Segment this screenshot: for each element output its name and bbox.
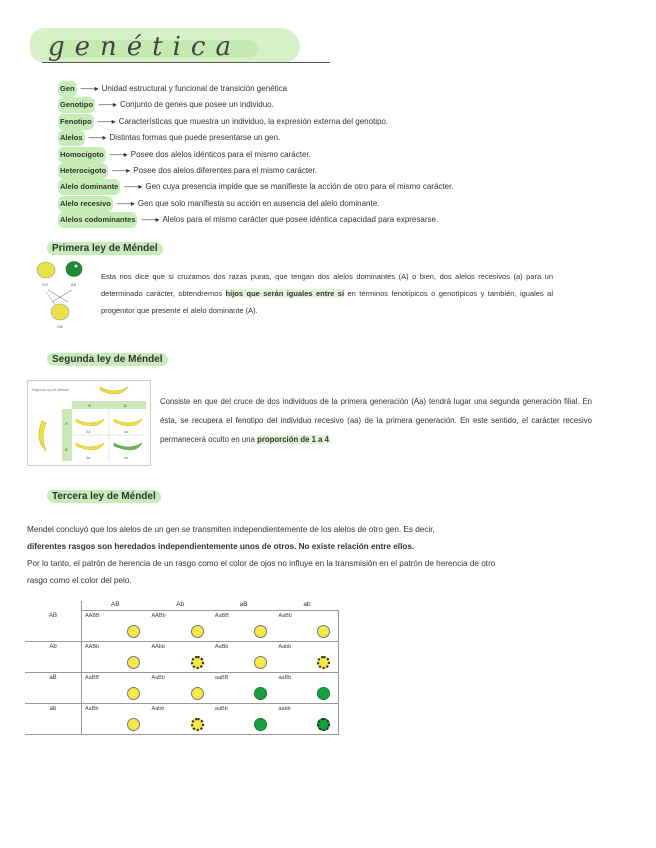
yellow-smooth-pea-icon (127, 625, 140, 638)
yellow-smooth-pea-icon (127, 656, 140, 669)
grid-cell (148, 642, 211, 673)
definition-term: Fenotipo (58, 114, 94, 130)
arrow-right-icon: ——▸ (98, 100, 116, 110)
genotype-label: AABB (85, 613, 100, 619)
definition-term: Homocigoto (58, 147, 106, 163)
grid-col-header: aB (212, 601, 275, 611)
yellow-smooth-pea-icon (254, 656, 267, 669)
second-law-text (160, 392, 592, 449)
first-law-diagram (30, 258, 90, 330)
punnett-cell-2: Aa (124, 430, 129, 434)
second-law-text-a: Consiste en que del cruce de dos individuos de la primera generación (Aa) tendrá lugar una segunda generación filial. En ésta, se recupera el fenotipo del individuo recesivo (aa) de la primera generación. En este sentido, el carácter recesivo permanecerá oculto en una (160, 397, 592, 444)
child-label: Aa (57, 324, 63, 329)
definition-text: Distintas formas que puede presentarse un gen. (109, 133, 281, 143)
genotype-label: aaBb (278, 675, 292, 681)
punnett-row-1: A (65, 421, 69, 426)
yellow-smooth-pea-icon (127, 718, 140, 731)
grid-row (25, 673, 339, 704)
first-law-text-b: en términos fenotípicos o genotípicos y también, iguales al progenitor que presente el alelo dominante (A). (101, 289, 553, 315)
green-smooth-pea-icon (254, 687, 267, 700)
grid-cell (275, 704, 338, 735)
grid-row (25, 704, 339, 735)
yellow-smooth-pea-icon (191, 687, 204, 700)
grid-cell (148, 611, 211, 642)
definition-item (58, 179, 638, 195)
green-smooth-pea-icon (317, 687, 330, 700)
first-law-text-a: Esta nos dice que si cruzamos dos razas puras, que tengan dos alelos dominantes (A) o bien, dos alelos recesivos (a) para un determinado carácter, obtendremos (101, 272, 553, 298)
grid-cell (275, 611, 338, 642)
definition-term: Gen (58, 81, 77, 97)
arrow-right-icon: ——▸ (112, 165, 130, 175)
definition-term: Alelo recesivo (58, 196, 113, 212)
parent-yellow-pea (37, 262, 55, 278)
grid-cell (82, 642, 149, 673)
green-smooth-pea-icon (254, 718, 267, 731)
banana-Aa-2-icon (76, 443, 104, 450)
yellow-wrinkled-pea-icon (191, 718, 204, 731)
grid-cell (148, 673, 211, 704)
arrow-right-icon: ——▸ (97, 116, 115, 126)
parent-green-label: aa (71, 282, 77, 287)
grid-cell (212, 611, 275, 642)
punnett-col-2: a (124, 403, 127, 408)
banana-green-icon (114, 443, 142, 450)
heading-second-law: Segunda ley de Méndel (47, 353, 168, 366)
third-law-text-a: Mendel concluyó que los alelos de un gen se transmiten independientemente de los alelos de otro gen. Es decir, (27, 525, 435, 534)
grid-cell (275, 673, 338, 704)
genotype-label: aaBB (214, 675, 229, 681)
grid-cell (82, 673, 149, 704)
yellow-smooth-pea-icon (127, 687, 140, 700)
definition-text: Posee dos alelos diferentes para el mismo carácter. (133, 165, 317, 175)
banana-top-icon (100, 387, 128, 394)
third-law-text-bold: diferentes rasgos son heredados independientemente unos de otros. No existe relación entre ellos. (27, 542, 415, 551)
third-law-text (27, 521, 505, 589)
first-law-text (101, 268, 553, 319)
banana-side-icon (39, 421, 46, 451)
genotype-label: AABb (151, 613, 166, 619)
grid-col-header: ab (275, 601, 338, 611)
grid-col-header: Ab (148, 601, 211, 611)
punnett-caption: Segunda ley de Mendel (32, 388, 69, 392)
definition-term: Alelos (58, 130, 85, 146)
genotype-label: AAbb (151, 644, 165, 650)
second-law-text-b: . (329, 435, 332, 444)
definition-item (58, 147, 638, 163)
genotype-label: aabb (278, 706, 291, 712)
genotype-label: Aabb (278, 644, 292, 650)
grid-col-header: AB (82, 601, 149, 611)
second-law-diagram (27, 380, 151, 466)
yellow-smooth-pea-icon (191, 625, 204, 638)
definition-item (58, 81, 638, 97)
genotype-label: AABb (85, 644, 100, 650)
definition-term: Alelo dominante (58, 179, 120, 195)
grid-cell (212, 642, 275, 673)
yellow-smooth-pea-icon (254, 625, 267, 638)
punnett-cell-4: aa (124, 456, 128, 460)
grid-cell (148, 704, 211, 735)
definition-text: Características que muestra un individuo, la expresión externa del genotipo. (118, 116, 389, 126)
definition-item (58, 212, 638, 228)
first-law-highlight: hijos que serán iguales entre sí (225, 289, 345, 298)
genotype-label: Aabb (151, 706, 165, 712)
genotype-label: AaBb (151, 675, 165, 681)
definition-text: Gen cuya presencia impide que se manifieste la acción de otro para el mismo carácter. (145, 182, 454, 192)
definition-item (58, 196, 638, 212)
yellow-wrinkled-pea-icon (191, 656, 204, 669)
child-pea (51, 304, 69, 320)
arrow-right-icon: ——▸ (80, 84, 98, 93)
grid-row-header: ab (25, 704, 82, 735)
definition-text: Posee dos alelos idénticos para el mismo carácter. (130, 149, 311, 159)
page-title: genética (48, 32, 241, 62)
definition-text: Unidad estructural y funcional de transición genética (101, 84, 288, 93)
parent-green-pea (66, 262, 82, 277)
punnett-col-1: A (88, 403, 92, 408)
heading-first-law: Primera ley de Méndel (47, 242, 163, 255)
grid-row-header: aB (25, 673, 82, 704)
genotype-label: AaBB (85, 675, 100, 681)
arrow-right-icon: ——▸ (109, 149, 127, 159)
definition-term: Heterocigoto (58, 163, 108, 179)
banana-aa-icon (76, 419, 104, 426)
definition-item (58, 163, 638, 179)
definition-text: Gen que solo manifiesta su acción en ausencia del alelo dominante. (137, 198, 380, 208)
definition-term: Alelos codominantes (58, 212, 137, 228)
grid-row (25, 642, 339, 673)
arrow-right-icon: ——▸ (116, 198, 134, 208)
third-law-text-b: Por lo tanto, el patrón de herencia de un rasgo como el color de ojos no influye en la transmisión en el patrón de herencia de otro rasgo como el color del pelo. (27, 559, 496, 585)
definition-item (58, 130, 638, 146)
definition-item (58, 114, 638, 130)
genotype-label: AaBB (214, 613, 229, 619)
arrow-right-icon: ——▸ (88, 133, 106, 143)
definitions-list (58, 81, 638, 229)
definition-text: Alelos para el mismo carácter que posee idéntica capacidad para expresarse. (162, 215, 439, 225)
yellow-smooth-pea-icon (317, 625, 330, 638)
grid-corner (25, 601, 82, 611)
punnett-cell-1: AA (86, 430, 91, 434)
grid-row (25, 611, 339, 642)
grid-cell (212, 673, 275, 704)
genotype-label: AaBb (278, 613, 292, 619)
grid-row-header: Ab (25, 642, 82, 673)
definition-term: Genotipo (58, 97, 95, 113)
second-law-highlight: proporción de 1 a 4 (257, 435, 330, 444)
arrow-right-icon: ——▸ (124, 182, 142, 192)
yellow-wrinkled-pea-icon (317, 656, 330, 669)
grid-cell (212, 704, 275, 735)
parent-yellow-label: AA (42, 282, 49, 287)
dihybrid-grid (25, 601, 339, 721)
green-wrinkled-pea-icon (317, 718, 330, 731)
definition-item (58, 97, 638, 113)
genotype-label: AaBb (214, 644, 229, 650)
grid-cell (82, 611, 149, 642)
arrow-right-icon: ——▸ (141, 215, 159, 225)
genotype-label: aaBb (214, 706, 228, 712)
grid-cell (82, 704, 149, 735)
title-block (30, 18, 310, 66)
punnett-row-2: a (65, 447, 68, 452)
punnett-cell-3: Aa (86, 456, 91, 460)
grid-cell (275, 642, 338, 673)
heading-third-law: Tercera ley de Méndel (47, 490, 161, 503)
genotype-label: AaBb (85, 706, 99, 712)
banana-Aa-1-icon (114, 419, 142, 426)
title-underline (42, 62, 330, 63)
grid-row-header: AB (25, 611, 82, 642)
grid-header-row (25, 601, 339, 611)
definition-text: Conjunto de genes que posee un individuo. (119, 100, 274, 110)
